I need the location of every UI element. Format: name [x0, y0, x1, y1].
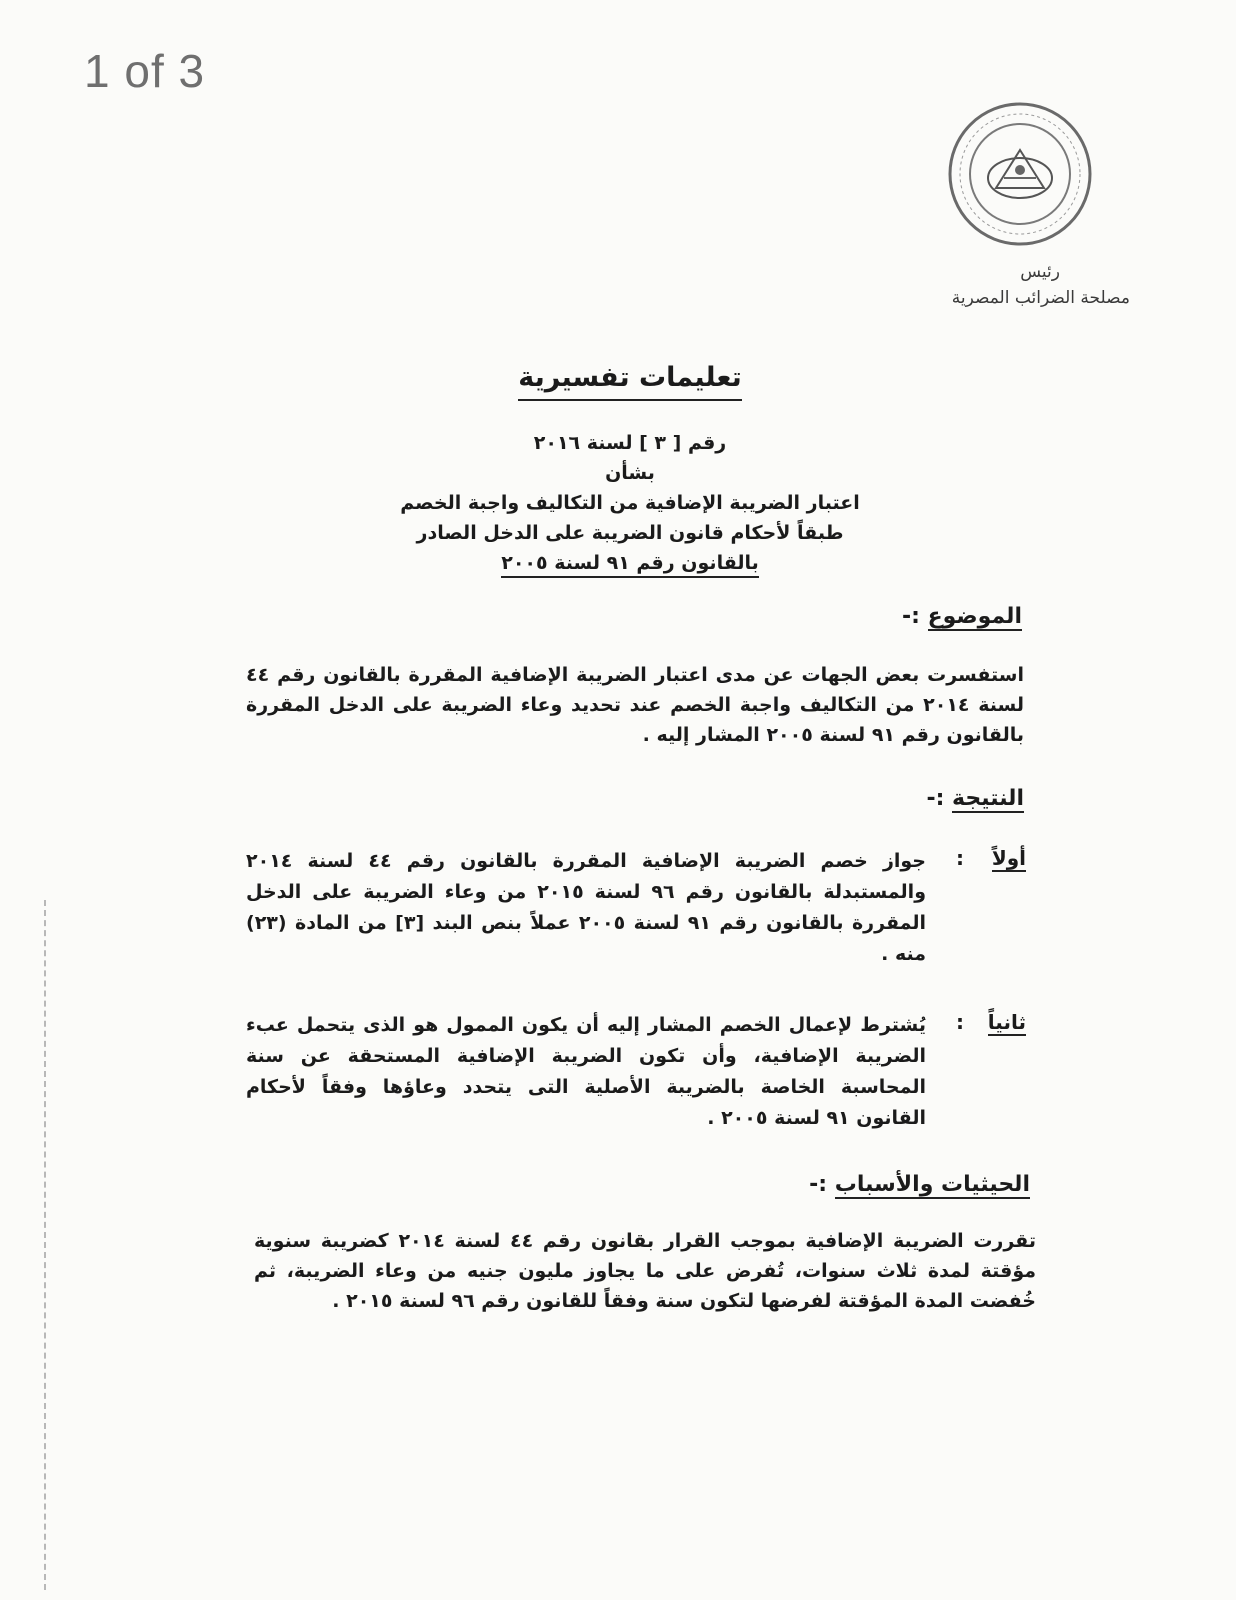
document-number: رقم [ ٣ ] لسنة ٢٠١٦ [533, 432, 727, 454]
official-seal-icon [946, 100, 1094, 248]
result-item-text: يُشترط لإعمال الخصم المشار إليه أن يكون الممول هو الذى يتحمل عبء الضريبة الإضافية، وأن تكون الضريبة الإضافية المستحقة عن سنة المحاسبة الخاصة بالضريبة الأصلية التى يتحدد وعاؤها وفقاً لأحكام القانون ٩١ لسنة ٢٠٠٥ . [246, 1014, 926, 1129]
document-title: تعليمات تفسيرية [518, 362, 742, 401]
signature-block [890, 262, 1130, 308]
reasons-heading [809, 1172, 1030, 1197]
document-title-wrap [0, 362, 1236, 393]
page-counter: 1 of 3 [84, 45, 206, 97]
result-heading-label: النتيجة [952, 786, 1024, 811]
result-item-second [236, 1010, 1026, 1140]
result-item-label: أولاً [991, 846, 1026, 870]
document-subject-line2: طبقاً لأحكام قانون الضريبة على الدخل الصادر [416, 522, 844, 544]
subject-heading-suffix: :- [901, 604, 920, 629]
signature-title: رئيس [1020, 262, 1060, 282]
result-item-text: جواز خصم الضريبة الإضافية المقررة بالقانون رقم ٤٤ لسنة ٢٠١٤ والمستبدلة بالقانون رقم ٩٦ لسنة ٢٠١٥ من وعاء الضريبة على الدخل المقررة بالقانون رقم ٩١ لسنة ٢٠٠٥ عملاً بنص البند [٣] من المادة (٢٣) منه . [246, 850, 927, 965]
reasons-paragraph: تقررت الضريبة الإضافية بموجب القرار بقانون رقم ٤٤ لسنة ٢٠١٤ كضريبة سنوية مؤقتة لمدة ثلاث سنوات، تُفرض على ما يجاوز مليون جنيه من وعاء الضريبة، ثم خُفضت المدة المؤقتة لفرضها لتكون سنة وفقاً للقانون رقم ٩٦ لسنة ٢٠١٥ . [254, 1230, 1036, 1312]
document-subject-line1: اعتبار الضريبة الإضافية من التكاليف واجبة الخصم [400, 492, 860, 514]
subject-heading [902, 604, 1022, 629]
subject-heading-label: الموضوع [927, 604, 1022, 629]
result-heading-suffix: :- [926, 786, 945, 811]
result-item-first [236, 846, 1026, 976]
reasons-heading-label: الحيثيات والأسباب [834, 1172, 1030, 1197]
subject-paragraph: استفسرت بعض الجهات عن مدى اعتبار الضريبة الإضافية المقررة بالقانون رقم ٤٤ لسنة ٢٠١٤ من التكاليف واجبة الخصم عند تحديد وعاء الضريبة على الدخل المقررة بالقانون رقم ٩١ لسنة ٢٠٠٥ المشار إليه . [246, 664, 1024, 746]
document-subject-line3: بالقانون رقم ٩١ لسنة ٢٠٠٥ [501, 550, 759, 578]
signature-authority: مصلحة الضرائب المصرية [951, 288, 1130, 308]
document-meta [380, 428, 880, 578]
result-heading [926, 786, 1024, 811]
result-item-colon: : [956, 846, 964, 870]
document-regarding: بشأن [605, 462, 655, 484]
reasons-heading-suffix: :- [809, 1172, 828, 1197]
result-item-colon: : [956, 1010, 964, 1034]
result-item-label: ثانياً [987, 1010, 1026, 1034]
scan-edge-line [44, 900, 46, 1590]
